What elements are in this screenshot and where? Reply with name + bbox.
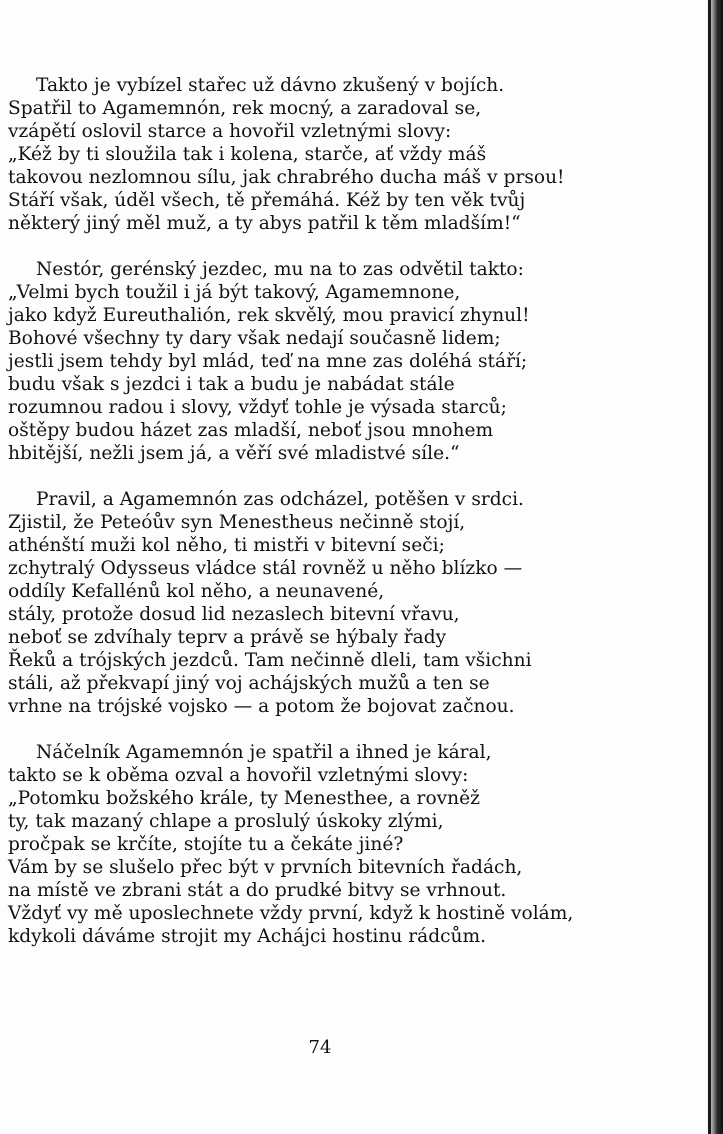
binding-shadow-line [708, 0, 711, 1134]
poem-line: některý jiný měl muž, a ty abys patřil k těm mladším!“ [8, 213, 521, 234]
poem-line: athénští muži kol něho, ti mistři v bitevní seči; [8, 535, 445, 556]
poem-line: Bohové všechny ty dary však nedají současně lidem; [8, 328, 501, 349]
poem-line: oddíly Kefallénů kol něho, a neunavené, [8, 581, 385, 602]
poem-line: Řeků a trójských jezdců. Tam nečinně dleli, tam všichni [8, 650, 532, 671]
stanza [8, 488, 708, 718]
poem-line: vrhne na trójské vojsko — a potom že bojovat začnou. [8, 696, 515, 717]
poem-line: takto se k oběma ozval a hovořil vzletnými slovy: [8, 765, 469, 786]
poem-line: „Kéž by ti sloužila tak i kolena, starče, ať vždy máš [8, 144, 487, 165]
poem-line: jako když Eureuthalión, rek skvělý, mou pravicí zhynul! [8, 305, 530, 326]
poem-line: Takto je vybízel stařec už dávno zkušený v bojích. [36, 75, 505, 96]
poem-text [8, 74, 708, 971]
poem-line: budu však s jezdci i tak a budu je nabádat stále [8, 374, 455, 395]
poem-line: Vám by se slušelo přec být v prvních bitevních řadách, [8, 857, 523, 878]
poem-line: Nestór, gerénský jezdec, mu na to zas odvětil takto: [36, 259, 524, 280]
poem-line: stáli, až překvapí jiný voj achájských mužů a ten se [8, 673, 490, 694]
poem-line: ty, tak mazaný chlape a proslulý úskoky zlými, [8, 811, 444, 832]
poem-line: Stáří však, úděl všech, tě přemáhá. Kéž by ten věk tvůj [8, 190, 526, 211]
poem-line: Zjistil, že Peteóův syn Menestheus nečinně stojí, [8, 512, 466, 533]
stanza [8, 74, 708, 235]
poem-line: vzápětí oslovil starce a hovořil vzletnými slovy: [8, 121, 452, 142]
poem-line: rozumnou radou i slovy, vždyť tohle je výsada starců; [8, 397, 507, 418]
poem-line: hbitější, nežli jsem já, a věří své mladistvé síle.“ [8, 443, 460, 464]
poem-line: jestli jsem tehdy byl mlád, teď na mne zas doléhá stáří; [8, 351, 528, 372]
poem-line: Vždyť vy mě uposlechnete vždy první, když k hostině volám, [8, 903, 574, 924]
poem-line: oštěpy budou házet zas mladší, neboť jsou mnohem [8, 420, 494, 441]
poem-line: na místě ve zbrani stát a do prudké bitvy se vrhnout. [8, 880, 507, 901]
poem-line: pročpak se krčíte, stojíte tu a čekáte jiné? [8, 834, 404, 855]
page-number: 74 [308, 1037, 332, 1058]
poem-line: „Potomku božského krále, ty Menesthee, a rovněž [8, 788, 480, 809]
poem-line: zchytralý Odysseus vládce stál rovněž u něho blízko — [8, 558, 523, 579]
stanza [8, 258, 708, 465]
poem-line: Spatřil to Agamemnón, rek mocný, a zaradoval se, [8, 98, 482, 119]
poem-line: takovou nezlomnou sílu, jak chrabrého ducha máš v prsou! [8, 167, 565, 188]
poem-line: Náčelník Agamemnón je spatřil a ihned je káral, [36, 742, 492, 763]
poem-line: kdykoli dáváme strojit my Achájci hostinu rádcům. [8, 926, 487, 947]
poem-line: Pravil, a Agamemnón zas odcházel, potěšen v srdci. [36, 489, 524, 510]
poem-line: „Velmi bych toužil i já být takový, Agamemnone, [8, 282, 461, 303]
poem-line: stály, protože dosud lid nezaslech bitevní vřavu, [8, 604, 460, 625]
stanza [8, 741, 708, 948]
poem-line: neboť se zdvíhaly teprv a právě se hýbaly řady [8, 627, 447, 648]
